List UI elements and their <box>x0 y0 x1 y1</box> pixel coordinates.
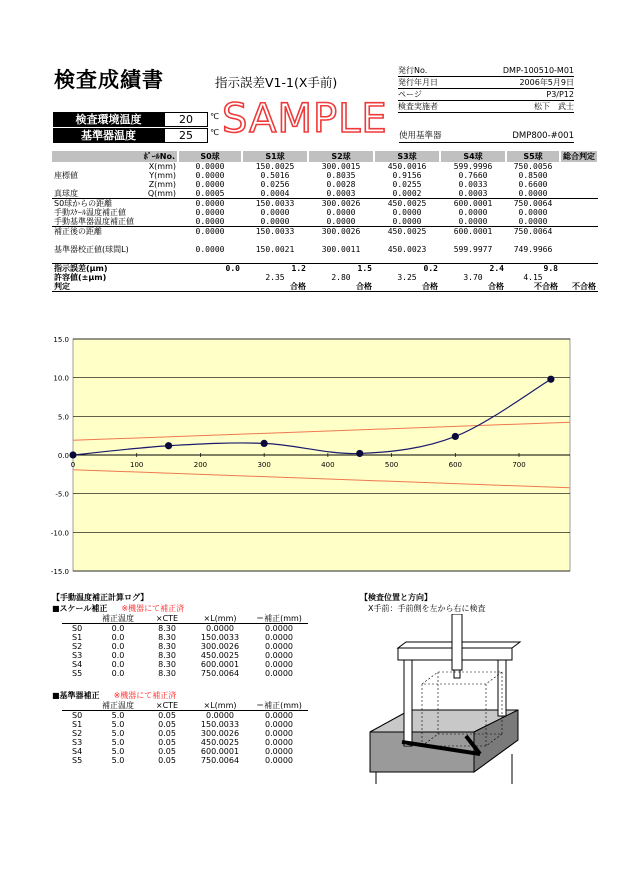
log-cell: 0.0 <box>111 633 125 642</box>
document-title: 検査成績書 <box>54 68 164 92</box>
log-cell: 5.0 <box>111 738 125 747</box>
ref-correction-table <box>62 701 308 765</box>
log-cell: 0.0 <box>111 660 125 669</box>
log-cell: S4 <box>72 660 83 669</box>
table-row <box>52 180 598 189</box>
table-cell: 合格 <box>440 282 506 292</box>
table-cell: 0.0000 <box>518 208 548 217</box>
meta-row <box>398 77 574 89</box>
table-cell: 0.0000 <box>178 227 242 237</box>
row-unit <box>136 273 178 282</box>
env-unit: ℃ <box>210 112 219 121</box>
table-cell: 450.0025 <box>374 227 440 237</box>
table-cell: 0.0256 <box>260 180 290 189</box>
table-cell: 599.9996 <box>453 162 493 171</box>
log-cell: 0.0000 <box>206 711 234 720</box>
table-row <box>52 264 598 274</box>
table-cell: 0.0000 <box>518 217 548 226</box>
y-tick-label: 15.0 <box>53 336 69 344</box>
table-cell: 0.5016 <box>260 171 290 180</box>
total-judgement <box>560 162 598 171</box>
data-point <box>452 433 459 440</box>
log-header-cell: ×L(mm) <box>190 701 250 711</box>
table-cell: 0.0002 <box>392 189 422 198</box>
log-cell: 0.0000 <box>265 633 293 642</box>
log-cell: 0.0000 <box>265 642 293 651</box>
table-cell: 0.9156 <box>392 171 422 180</box>
env-value: 25 <box>164 128 208 143</box>
table-cell: 300.0026 <box>308 227 374 237</box>
table-cell: 1.5 <box>308 264 374 274</box>
table-cell: 750.0064 <box>506 199 560 209</box>
row-label <box>52 254 136 264</box>
temperature-log <box>52 592 308 765</box>
table-cell: 0.0 <box>178 264 242 274</box>
total-judgement <box>560 171 598 180</box>
log-cell: 0.0000 <box>265 669 293 678</box>
log-title: 【手動温度補正計算ログ】 <box>52 593 149 602</box>
table-header-cell: 総合判定 <box>560 151 598 162</box>
row-label: S0球からの距離 <box>52 199 136 209</box>
log-header-row <box>62 614 308 624</box>
table-cell <box>178 236 242 245</box>
log-row <box>62 747 308 756</box>
meta-row <box>398 89 574 101</box>
log-cell: S1 <box>72 720 83 729</box>
x-tick-label: 700 <box>512 461 526 469</box>
environment-box <box>53 112 224 144</box>
log-cell: 8.30 <box>158 642 176 651</box>
log-header-cell: ＝補正(mm) <box>250 701 308 711</box>
scale-correction-note: ※機器にて補正済 <box>121 604 185 613</box>
table-cell <box>308 254 374 264</box>
log-cell: 8.30 <box>158 651 176 660</box>
table-cell: 600.0001 <box>440 227 506 237</box>
log-cell: 600.0001 <box>200 660 240 669</box>
row-unit <box>136 245 178 254</box>
log-header-cell <box>62 614 92 624</box>
document-subtitle: 指示誤差V1-1(X手前) <box>215 75 338 90</box>
row-unit <box>136 254 178 264</box>
log-cell: S1 <box>72 633 83 642</box>
log-row <box>62 624 308 634</box>
table-cell: 749.9966 <box>513 245 553 254</box>
log-cell: 0.0000 <box>265 720 293 729</box>
log-header-cell: ×L(mm) <box>190 614 250 624</box>
log-header-cell: 補正温度 <box>92 614 144 624</box>
log-cell: 0.0000 <box>265 729 293 738</box>
table-cell: 0.0000 <box>195 245 225 254</box>
row-label: 真球度 <box>54 189 78 198</box>
position-title: 【検査位置と方向】 <box>360 593 432 602</box>
table-cell <box>242 236 308 245</box>
total-judgement <box>560 264 598 274</box>
log-row <box>62 660 308 669</box>
log-cell: 0.0 <box>111 642 125 651</box>
table-cell: 0.0003 <box>326 189 356 198</box>
meta-label: ページ <box>398 90 422 99</box>
table-cell <box>440 254 506 264</box>
x-tick-label: 500 <box>384 461 399 469</box>
table-cell: 0.0000 <box>326 208 356 217</box>
table-cell <box>242 254 308 264</box>
log-row <box>62 669 308 678</box>
log-cell: 750.0064 <box>200 669 240 678</box>
table-cell <box>506 236 560 245</box>
env-value: 20 <box>164 112 208 127</box>
table-header-row <box>52 151 598 162</box>
log-cell: S5 <box>72 669 83 678</box>
log-row <box>62 720 308 729</box>
log-cell: 0.0 <box>111 669 125 678</box>
log-header-row <box>62 701 308 711</box>
table-cell: 0.0000 <box>392 217 422 226</box>
table-cell: 0.0000 <box>195 217 225 226</box>
log-row <box>62 738 308 747</box>
table-header-cell: S1球 <box>242 151 308 162</box>
log-cell: 8.30 <box>158 633 176 642</box>
reference-instrument <box>399 130 574 143</box>
cmm-machine-diagram <box>362 614 532 788</box>
table-cell: 不合格 <box>506 282 560 292</box>
table-cell: 0.0000 <box>260 217 290 226</box>
table-cell: 2.35 <box>265 273 285 282</box>
log-row <box>62 642 308 651</box>
log-cell: 0.05 <box>158 720 176 729</box>
table-cell: 450.0023 <box>387 245 427 254</box>
log-cell: S2 <box>72 729 83 738</box>
env-row <box>53 128 224 143</box>
table-header-cell: S5球 <box>506 151 560 162</box>
table-cell <box>506 254 560 264</box>
log-cell: 600.0001 <box>200 747 240 756</box>
log-cell: S0 <box>72 711 83 720</box>
table-header-cell: S3球 <box>374 151 440 162</box>
data-point <box>356 450 363 457</box>
y-tick-label: -10.0 <box>50 529 69 538</box>
table-cell: 150.0033 <box>242 199 308 209</box>
table-cell: 0.0003 <box>458 189 488 198</box>
table-cell: 750.0064 <box>506 227 560 237</box>
total-judgement <box>560 199 598 209</box>
log-cell: 5.0 <box>111 711 125 720</box>
table-cell <box>374 254 440 264</box>
log-cell: 300.0026 <box>200 729 240 738</box>
table-cell: 0.8500 <box>518 171 548 180</box>
log-cell: 300.0026 <box>200 642 240 651</box>
x-tick-label: 400 <box>321 461 335 469</box>
log-row <box>62 756 308 765</box>
log-cell: 0.0000 <box>265 756 293 765</box>
row-unit <box>136 217 178 227</box>
log-header-cell: ＝補正(mm) <box>250 614 308 624</box>
meta-value: P3/P12 <box>546 90 574 99</box>
log-cell: S0 <box>72 624 83 633</box>
log-cell: 0.0000 <box>206 624 234 633</box>
log-row <box>62 729 308 738</box>
row-unit <box>136 236 178 245</box>
table-cell: 600.0001 <box>440 199 506 209</box>
log-cell: 750.0064 <box>200 756 240 765</box>
log-cell: S5 <box>72 756 83 765</box>
table-cell: 450.0016 <box>387 162 427 171</box>
table-cell: 合格 <box>242 282 308 292</box>
ref-correction-note: ※機器にて補正済 <box>113 691 177 700</box>
meta-label: 発行年月日 <box>398 78 438 87</box>
row-label: 手動ｽｹｰﾙ温度補正値 <box>54 208 126 217</box>
table-cell: 9.8 <box>506 264 560 274</box>
y-tick-label: 0.0 <box>57 452 69 460</box>
log-cell: 5.0 <box>111 756 125 765</box>
row-unit: X(mm) <box>148 162 176 171</box>
log-cell: 5.0 <box>111 720 125 729</box>
table-cell: 300.0026 <box>308 199 374 209</box>
row-label: 座標値 <box>54 171 78 180</box>
y-tick-label: 5.0 <box>57 413 69 422</box>
table-cell: 0.0000 <box>518 189 548 198</box>
log-cell: 150.0033 <box>200 633 240 642</box>
row-unit <box>136 264 178 274</box>
env-label: 検査環境温度 <box>53 112 164 127</box>
x-tick-label: 100 <box>130 461 144 469</box>
inspection-position <box>360 592 485 614</box>
table-cell: 0.0004 <box>260 189 290 198</box>
y-tick-label: 10.0 <box>53 374 69 383</box>
table-row <box>52 208 598 217</box>
log-cell: 0.0000 <box>265 711 293 720</box>
log-cell: 8.30 <box>158 624 176 633</box>
meta-value: 松下 武士 <box>534 102 574 111</box>
table-cell <box>374 236 440 245</box>
total-judgement <box>560 273 598 282</box>
meta-label: 発行No. <box>398 66 428 75</box>
log-cell: 0.05 <box>158 729 176 738</box>
log-header-cell: ×CTE <box>144 701 190 711</box>
total-judgement <box>560 180 598 189</box>
table-cell: 0.0000 <box>195 180 225 189</box>
reference-value: DMP800-#001 <box>512 131 574 141</box>
table-cell: 合格 <box>308 282 374 292</box>
total-judgement <box>560 227 598 237</box>
meta-label: 検査実施者 <box>398 102 438 111</box>
table-cell: 1.2 <box>242 264 308 274</box>
log-cell: S3 <box>72 738 83 747</box>
error-chart <box>40 333 580 578</box>
log-cell: 0.0000 <box>265 738 293 747</box>
table-cell: 0.0000 <box>458 217 488 226</box>
row-label: 補正後の距離 <box>52 227 136 237</box>
log-row <box>62 633 308 642</box>
table-cell: 3.70 <box>463 273 483 282</box>
log-cell: 0.0 <box>111 624 125 633</box>
table-cell: 0.0000 <box>458 208 488 217</box>
table-cell <box>308 236 374 245</box>
log-cell: S2 <box>72 642 83 651</box>
row-label: 手動基準器温度補正値 <box>54 217 134 226</box>
row-unit: Q(mm) <box>147 189 176 198</box>
table-row <box>52 171 598 180</box>
row-label: 指示誤差(μm) <box>52 264 136 274</box>
table-cell: 0.0028 <box>326 180 356 189</box>
table-cell: 150.0033 <box>242 227 308 237</box>
table-cell: 0.0000 <box>195 171 225 180</box>
log-row <box>62 711 308 721</box>
table-cell: 0.0000 <box>260 208 290 217</box>
total-judgement <box>560 254 598 264</box>
x-tick-label: 200 <box>193 461 208 469</box>
row-label: 基準器校正値(球間L) <box>54 245 129 254</box>
row-label <box>52 236 136 245</box>
env-label: 基準器温度 <box>53 128 164 143</box>
row-unit <box>136 282 178 292</box>
log-cell: 0.0000 <box>265 651 293 660</box>
table-cell: 450.0025 <box>374 199 440 209</box>
table-row <box>52 236 598 245</box>
table-cell: 150.0025 <box>255 162 295 171</box>
data-point <box>547 376 554 383</box>
row-unit <box>136 199 178 209</box>
reference-label: 使用基準器 <box>399 131 442 141</box>
row-unit: Z(mm) <box>148 180 176 189</box>
table-row <box>52 273 598 282</box>
y-tick-label: -5.0 <box>55 490 69 499</box>
meta-value: DMP-100510-M01 <box>502 66 574 75</box>
log-header-cell: ×CTE <box>144 614 190 624</box>
total-judgement: 不合格 <box>560 282 598 292</box>
position-description: X手前：手前側を左から右に検査 <box>368 604 486 613</box>
log-cell: 0.0000 <box>265 660 293 669</box>
table-cell: 300.0015 <box>321 162 361 171</box>
table-cell: 0.7660 <box>458 171 488 180</box>
table-row <box>52 282 598 292</box>
table-cell: 599.9977 <box>453 245 493 254</box>
total-judgement <box>560 189 598 199</box>
log-cell: 5.0 <box>111 747 125 756</box>
table-cell: 150.0021 <box>255 245 295 254</box>
issue-meta <box>398 65 574 113</box>
log-cell: 0.0000 <box>265 624 293 633</box>
measurement-table <box>52 151 599 292</box>
table-cell: 300.0011 <box>321 245 361 254</box>
table-cell: 0.8035 <box>326 171 356 180</box>
table-row <box>52 217 598 227</box>
table-cell: 750.0056 <box>513 162 553 171</box>
table-cell: 0.0000 <box>195 208 225 217</box>
table-row <box>52 227 598 237</box>
log-cell: 5.0 <box>111 729 125 738</box>
log-cell: 0.05 <box>158 738 176 747</box>
x-tick-label: 300 <box>257 461 271 469</box>
table-cell: 0.0000 <box>178 199 242 209</box>
row-unit <box>136 227 178 237</box>
table-header-cell: S2球 <box>308 151 374 162</box>
table-cell: 3.25 <box>397 273 417 282</box>
data-point <box>261 440 268 447</box>
log-cell: S4 <box>72 747 83 756</box>
data-point <box>165 442 172 449</box>
log-header-cell <box>62 701 92 711</box>
row-label <box>52 162 136 171</box>
scale-correction-title: ■スケール補正 ※機器にて補正済 <box>52 604 185 613</box>
table-header-cell: S4球 <box>440 151 506 162</box>
ref-correction-title: ■基準器補正 ※機器にて補正済 <box>52 691 177 700</box>
row-unit: Y(mm) <box>149 171 176 180</box>
log-row <box>62 651 308 660</box>
log-cell: 0.05 <box>158 747 176 756</box>
table-cell: 0.0255 <box>392 180 422 189</box>
table-row <box>52 245 598 254</box>
table-row <box>52 199 598 209</box>
table-row <box>52 254 598 264</box>
log-cell: 0.0 <box>111 651 125 660</box>
row-label: 判定 <box>52 282 136 292</box>
table-cell: 合格 <box>374 282 440 292</box>
table-header-cell: ﾎﾞｰﾙNo. <box>52 151 178 162</box>
table-cell <box>178 254 242 264</box>
log-header-cell: 補正温度 <box>92 701 144 711</box>
table-cell: 0.0005 <box>195 189 225 198</box>
log-cell: 450.0025 <box>200 651 240 660</box>
log-cell: 450.0025 <box>200 738 240 747</box>
table-cell: 4.15 <box>523 273 543 282</box>
scale-correction-table <box>62 614 308 678</box>
table-row <box>52 162 598 171</box>
table-cell: 2.4 <box>440 264 506 274</box>
env-unit: ℃ <box>210 128 219 137</box>
table-cell <box>178 282 242 292</box>
table-cell: 0.2 <box>374 264 440 274</box>
log-cell: 0.05 <box>158 756 176 765</box>
log-cell: 8.30 <box>158 660 176 669</box>
table-cell: 0.6600 <box>518 180 548 189</box>
row-label: 許容値(±μm) <box>54 273 107 282</box>
x-tick-label: 0 <box>70 461 76 469</box>
x-tick-label: 600 <box>448 461 462 469</box>
meta-row <box>398 65 574 77</box>
table-cell <box>178 273 242 282</box>
table-cell: 0.0000 <box>195 162 225 171</box>
table-cell: 0.0033 <box>458 180 488 189</box>
total-judgement <box>560 236 598 245</box>
table-row <box>52 189 598 199</box>
total-judgement <box>560 208 598 217</box>
log-cell: 150.0033 <box>200 720 240 729</box>
env-row <box>53 112 224 127</box>
table-cell: 2.80 <box>331 273 351 282</box>
log-cell: 0.05 <box>158 711 176 720</box>
table-cell: 0.0000 <box>326 217 356 226</box>
table-cell: 0.0000 <box>392 208 422 217</box>
log-cell: S3 <box>72 651 83 660</box>
row-label <box>52 180 136 189</box>
table-header-cell: S0球 <box>178 151 242 162</box>
sample-watermark: SAMPLE <box>222 96 388 142</box>
meta-row <box>398 101 574 113</box>
table-cell <box>440 236 506 245</box>
meta-value: 2006年5月9日 <box>519 78 574 87</box>
y-tick-label: -15.0 <box>50 568 69 576</box>
log-cell: 0.0000 <box>265 747 293 756</box>
data-point <box>69 451 76 458</box>
row-unit <box>136 208 178 217</box>
log-cell: 8.30 <box>158 669 176 678</box>
total-judgement <box>560 245 598 254</box>
total-judgement <box>560 217 598 227</box>
